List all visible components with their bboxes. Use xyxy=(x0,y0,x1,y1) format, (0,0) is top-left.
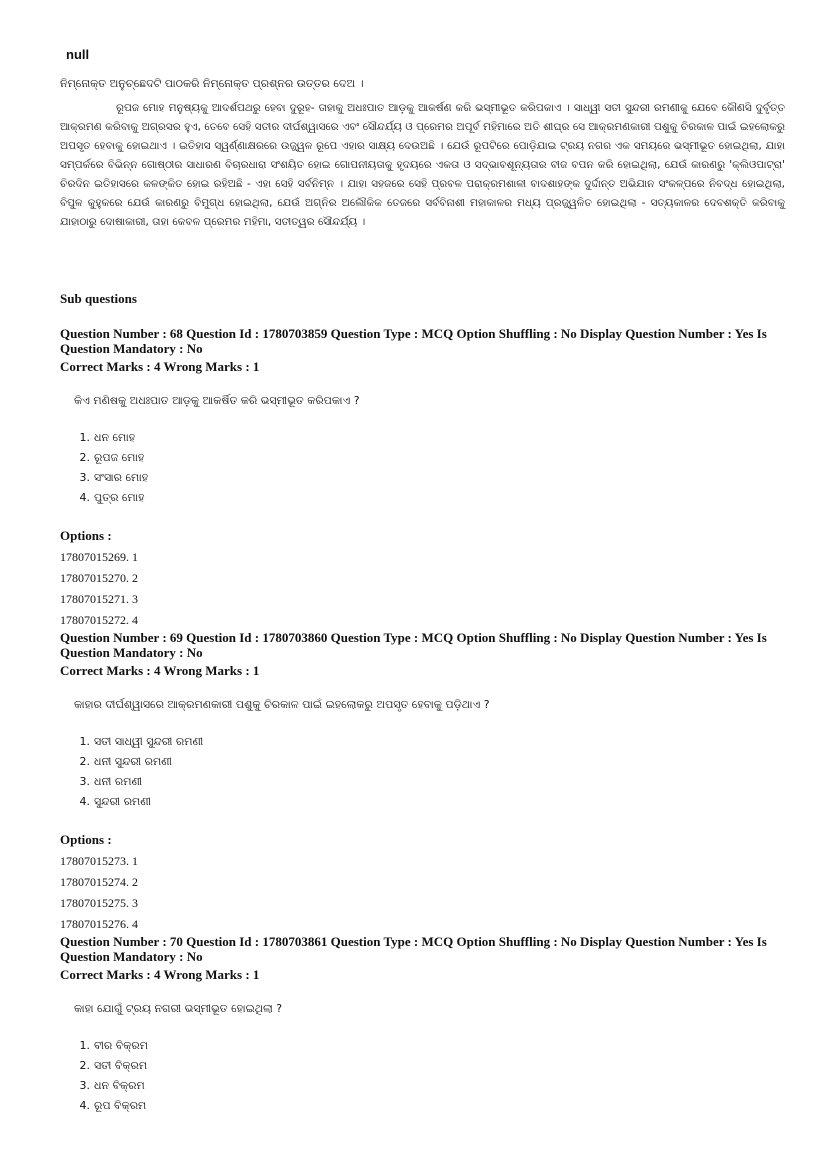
null-label: null xyxy=(66,47,90,62)
choice-number: 4. xyxy=(79,795,90,808)
question-marks: Correct Marks : 4 Wrong Marks : 1 xyxy=(60,967,260,982)
question-text: କାହାର ଦୀର୍ଘଶ୍ୱାସରେ ଆକ୍ରମଣକାରୀ ପଶୁକୁ ଚିରକାଳ ପାଇଁ ଇହଲୋକରୁ ଅପସୃତ ହେବାକୁ ପଡ଼ିଥାଏ ? xyxy=(74,698,490,711)
answer-choice[interactable] xyxy=(74,468,780,488)
choice-label: ପୁତ୍ର ମୋହ xyxy=(94,491,145,504)
options-heading: Options : xyxy=(60,528,112,543)
choice-label: ଧନୀ ସୁନ୍ଦରୀ ରମଣୀ xyxy=(94,755,172,768)
options-heading: Options : xyxy=(60,832,112,847)
question-meta: Question Number : 70 Question Id : 1780703861 Question Type : MCQ Option Shuffling : No Display Question Number : Yes Is Question Mandatory : No xyxy=(60,934,767,964)
choice-label: ଧନ ବିକ୍ରମ xyxy=(94,1079,145,1092)
passage-instruction: ନିମ୍ନୋକ୍ତ ଅନୁଚ୍ଛେଦଟି ପାଠକରି ନିମ୍ନୋକ୍ତ ପ୍ରଶ୍ନର ଉତ୍ତର ଦେଅ । xyxy=(60,77,364,90)
choice-label: ବୀର ବିକ୍ରମ xyxy=(94,1039,148,1052)
question-meta: Question Number : 68 Question Id : 1780703859 Question Type : MCQ Option Shuffling : No Display Question Number : Yes Is Question Mandatory : No xyxy=(60,326,767,356)
answer-choice[interactable] xyxy=(74,1036,780,1056)
option-id: 17807015269. 1 xyxy=(60,550,138,564)
answer-choice[interactable] xyxy=(74,1056,780,1076)
choice-label: ରୂପଜ ମୋହ xyxy=(94,451,145,464)
option-id: 17807015270. 2 xyxy=(60,571,138,585)
choice-number: 4. xyxy=(79,1099,90,1112)
choice-label: ସତୀ ସାଧ୍ୱୀ ସୁନ୍ଦରୀ ରମଣୀ xyxy=(94,735,204,748)
answer-choice[interactable] xyxy=(74,732,780,752)
question-block xyxy=(60,630,780,935)
choice-number: 2. xyxy=(79,755,90,768)
answer-choices xyxy=(74,428,780,508)
question-block xyxy=(60,326,780,631)
question-block xyxy=(60,934,780,1116)
answer-choice[interactable] xyxy=(74,448,780,468)
answer-choice[interactable] xyxy=(74,772,780,792)
choice-number: 1. xyxy=(79,735,90,748)
answer-choices xyxy=(74,1036,780,1116)
option-id: 17807015273. 1 xyxy=(60,854,138,868)
choice-label: ଧନ ମୋହ xyxy=(94,431,136,444)
option-id: 17807015274. 2 xyxy=(60,875,138,889)
choice-label: ରୂପ ବିକ୍ରମ xyxy=(94,1099,147,1112)
comprehension-passage: ରୂପଜ ମୋହ ମନୁଷ୍ୟକୁ ଆଦର୍ଶପଥରୁ ହେବା ଦୁରୂହ- ତାହାକୁ ଅଧଃପାତ ଆଡ଼କୁ ଆକର୍ଷଣ କରି ଭସ୍ମୀଭୂତ କରିପକାଏ । ସାଧ୍ୱୀ ସତୀ ସୁନ୍ଦରୀ ରମଣୀକୁ ଯେବେ କୌଣସି ଦୁର୍ବୃତ୍ତ ଆକ୍ରମଣ କରିବାକୁ ଅଗ୍ରସର ହୁଏ, ତେବେ ସେହି ସତୀର ଦୀର୍ଘଶ୍ୱାସରେ ଏବଂ ସୌନ୍ଦର୍ଯ୍ୟ ଓ ପ୍ରେମର ଅପୂର୍ବ ମହିମାରେ ଅତି ଶୀଘ୍ର ସେ ଆକ୍ରମଣକାରୀ ପଶୁକୁ ଚିରକାଳ ପାଇଁ ଇହଲୋକରୁ ଅପସୃତ ହେବାକୁ ହୋଇଥାଏ । ଇତିହାସ ସ୍ୱର୍ଣ୍ଣାକ୍ଷରରେ ଉଜ୍ଜ୍ୱଳ ରୂପେ ଏହାର ସାକ୍ଷ୍ୟ ଦେଉଅଛି । ଯେଉଁ ରୂପଟିରେ ପୋଡ଼ିଯାଇ ଟ୍ରୟ ନଗର ଏକ ସମୟରେ ଭସ୍ମୀଭୂତ ହୋଇଥିଲା, ଯାହା ସମ୍ପର୍କରେ ବିଭିନ୍ନ ଗୋଷ୍ଠୀର ସାଧାରଣ ବିଚାରଧାରା ସଂଶୟିତ ହୋଇ ଗୋପନୀୟତାକୁ ହୃଦୟରେ ଏକତା ଓ ସଦ୍ଭାବଶୂନ୍ୟତାର ବୀଜ ବପନ କରି ହୋଇଥିଲା, ଯେଉଁ କାରଣରୁ 'କ୍ଲିଓପାଟ୍ରା' ଚିରଦିନ ଇତିହାସରେ କଳଙ୍କିତ ହୋଇ ରହିଅଛି - ଏହା ସେହି ସର୍ବନିମ୍ନ । ଯାହା ସହଜରେ ସେହି ପ୍ରବଳ ପରାକ୍ରମଶାଳୀ ବାଦଶାହଙ୍କ ଦୁର୍ଦ୍ଦାନ୍ତ ଅଭିଯାନ ସଂକଳ୍ପରେ ନିବଦ୍ଧ ହୋଇଥିଲା, ବିପୁଳ କୁହୁକରେ ଯେଉଁ କାରଣରୁ ବିମୁଗ୍ଧ ହୋଇଥିଲା, ଯେଉଁ ଅଗ୍ନିର ଅଲୌକିକ ତେଜରେ ସର୍ବବିନାଶୀ ମହାକାଳର ମଧ୍ୟ ପ୍ରଜ୍ଜ୍ୱଳିତ ହୋଇଥିଲା - ସତ୍ୟକାଳର ଦେବଶକ୍ତି କରିବାକୁ ଯାହାଠାରୁ ଦୋଷାକାରୀ, ତାହା କେବଳ ପ୍ରେମର ମହିମା, ସତୀତ୍ୱର ସୌନ୍ଦର୍ଯ୍ୟ । xyxy=(60,102,785,228)
question-text: କିଏ ମଣିଷକୁ ଅଧଃପାତ ଆଡ଼କୁ ଆକର୍ଷିତ କରି ଭସ୍ମୀଭୂତ କରିପକାଏ ? xyxy=(74,394,360,407)
choice-label: ଧନୀ ରମଣୀ xyxy=(94,775,143,788)
choice-number: 1. xyxy=(79,431,90,444)
sub-questions-heading: Sub questions xyxy=(60,291,137,306)
option-id-list xyxy=(60,547,780,631)
choice-number: 3. xyxy=(79,1079,90,1092)
answer-choice[interactable] xyxy=(74,1076,780,1096)
choice-number: 2. xyxy=(79,1059,90,1072)
choice-number: 1. xyxy=(79,1039,90,1052)
answer-choice[interactable] xyxy=(74,488,780,508)
question-meta: Question Number : 69 Question Id : 1780703860 Question Type : MCQ Option Shuffling : No Display Question Number : Yes Is Question Mandatory : No xyxy=(60,630,767,660)
option-id: 17807015271. 3 xyxy=(60,592,138,606)
choice-label: ସଂସାର ମୋହ xyxy=(94,471,149,484)
answer-choice[interactable] xyxy=(74,792,780,812)
choice-label: ସୁନ୍ଦରୀ ରମଣୀ xyxy=(94,795,151,808)
question-marks: Correct Marks : 4 Wrong Marks : 1 xyxy=(60,359,260,374)
answer-choice[interactable] xyxy=(74,752,780,772)
question-marks: Correct Marks : 4 Wrong Marks : 1 xyxy=(60,663,260,678)
option-id: 17807015272. 4 xyxy=(60,613,138,627)
question-text: କାହା ଯୋଗୁଁ ଟ୍ରୟ ନଗରୀ ଭସ୍ମୀଭୂତ ହୋଇଥିଲା ? xyxy=(74,1002,283,1015)
choice-label: ସତୀ ବିକ୍ରମ xyxy=(94,1059,148,1072)
answer-choice[interactable] xyxy=(74,428,780,448)
answer-choice[interactable] xyxy=(74,1096,780,1116)
option-id: 17807015275. 3 xyxy=(60,896,138,910)
answer-choices xyxy=(74,732,780,812)
choice-number: 3. xyxy=(79,775,90,788)
choice-number: 3. xyxy=(79,471,90,484)
option-id-list xyxy=(60,851,780,935)
choice-number: 4. xyxy=(79,491,90,504)
choice-number: 2. xyxy=(79,451,90,464)
option-id: 17807015276. 4 xyxy=(60,917,138,931)
